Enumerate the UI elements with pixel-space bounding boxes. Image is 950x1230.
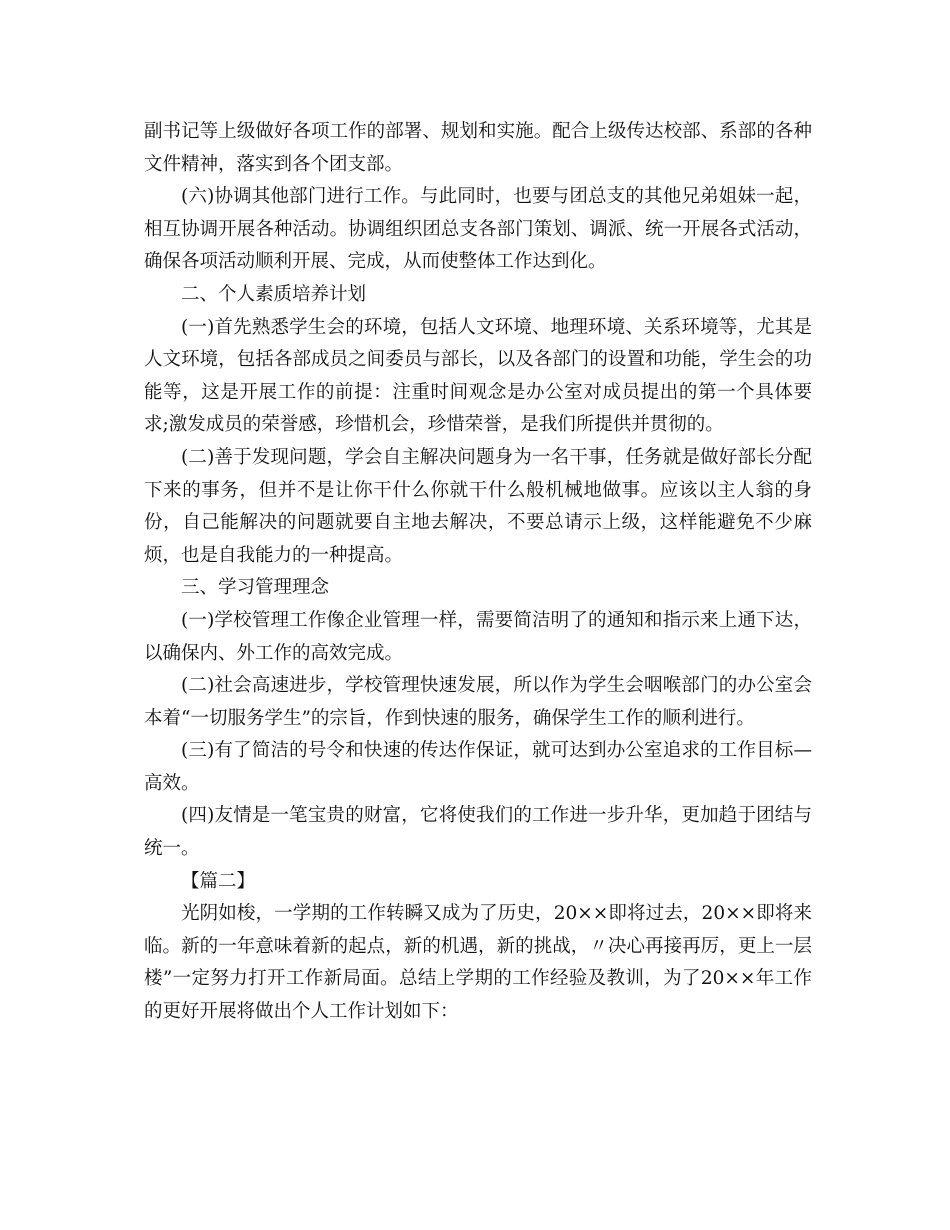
document-body (144, 116, 812, 1029)
paragraph-2: (六)协调其他部门进行工作。与此同时，也要与团总支的其他兄弟姐妹一起，相互协调开展各种活动。协调组织团总支各部门策划、调派、统一开展各式活动，确保各项活动顺利开展、完成，从而使整体工作达到化。 (144, 186, 812, 273)
section-heading-3: 三、学习管理理念 (181, 577, 330, 599)
paragraph-8: (四)友情是一笔宝贵的财富，它将使我们的工作进一步升华，更加趋于团结与统一。 (144, 805, 812, 860)
paragraph-3: (一)首先熟悉学生会的环境，包括人文环境、地理环境、关系环境等，尤其是人文环境，包括各部成员之间委员与部长，以及各部门的设置和功能，学生会的功能等，这是开展工作的前提：注重时间观念是办公室对成员提出的第一个具体要求;激发成员的荣誉感，珍惜机会，珍惜荣誉，是我们所提供并贯彻的。 (144, 316, 812, 436)
paragraph-7: (三)有了简洁的号令和快速的传达作保证，就可达到办公室追求的工作目标—高效。 (144, 740, 812, 794)
section-heading-part2: 【篇二】 (181, 870, 256, 892)
paragraph-1: 副书记等上级做好各项工作的部署、规划和实施。配合上级传达校部、系部的各种文件精神，落实到各个团支部。 (144, 121, 812, 175)
paragraph-4: (二)善于发现问题，学会自主解决问题身为一名干事，任务就是做好部长分配下来的事务，但并不是让你干什么你就干什么般机械地做事。应该以主人翁的身份，自己能解决的问题就要自主地去解决，不要总请示上级，这样能避免不少麻烦，也是自我能力的一种提高。 (144, 446, 812, 566)
paragraph-5: (一)学校管理工作像企业管理一样，需要简洁明了的通知和指示来上通下达，以确保内、外工作的高效完成。 (144, 609, 812, 664)
paragraph-6: (二)社会高速进步，学校管理快速发展，所以作为学生会咽喉部门的办公室会本着“一切服务学生”的宗旨，作到快速的服务，确保学生工作的顺利进行。 (144, 675, 812, 729)
paragraph-9: 光阴如梭，一学期的工作转瞬又成为了历史，20××即将过去，20××即将来临。新的一年意味着新的起点，新的机遇，新的挑战，〃决心再接再厉，更上一层楼”一定努力打开工作新局面。总结上学期的工作经验及教训，为了20××年工作的更好开展将做出个人工作计划如下： (144, 903, 812, 1023)
section-heading-2: 二、个人素质培养计划 (181, 283, 367, 305)
